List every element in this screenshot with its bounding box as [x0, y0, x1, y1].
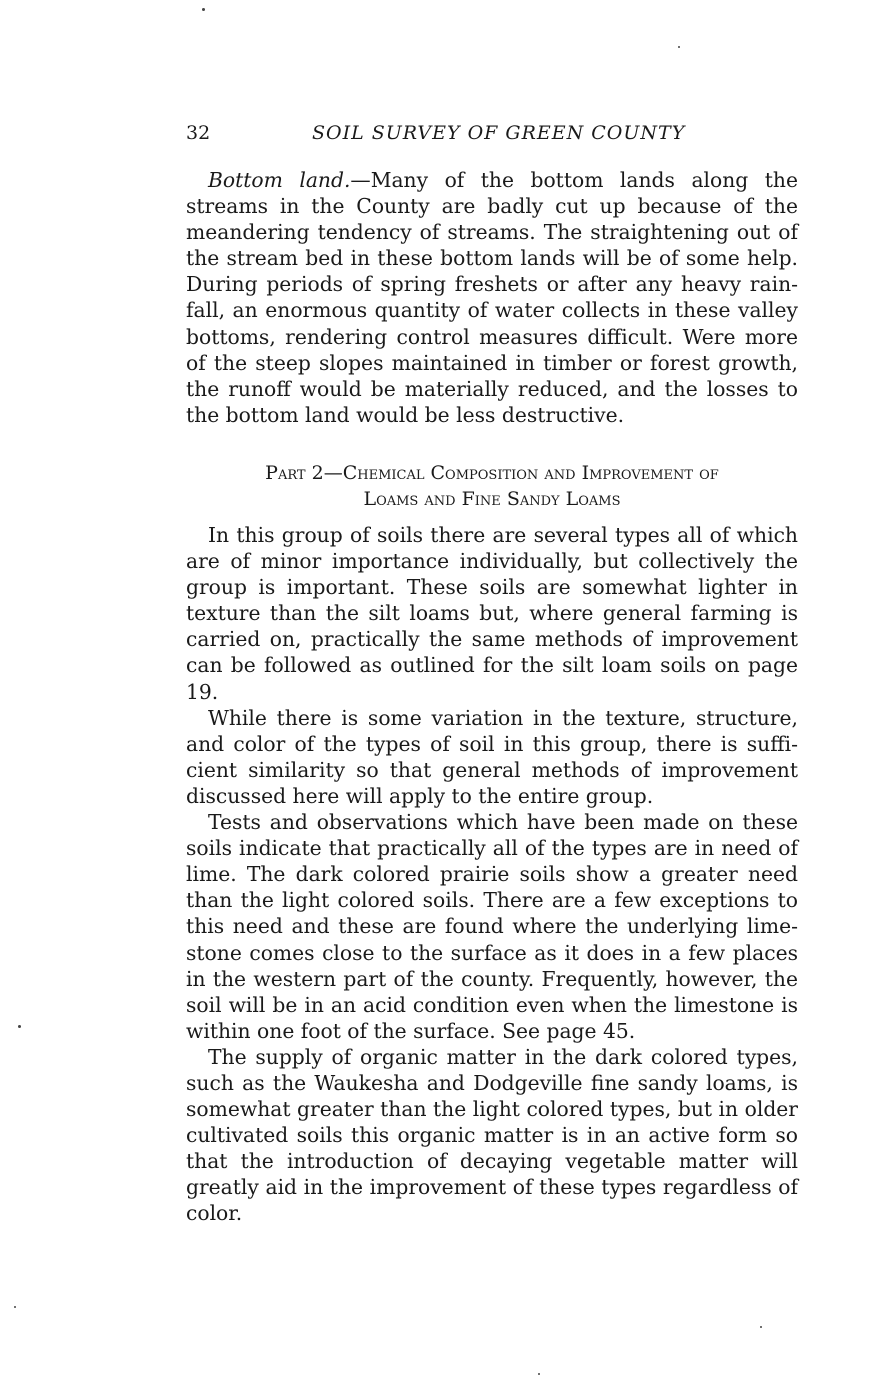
bottom-land-text: —Many of the bottom lands along the streams in the County are badly cut up because of the meandering tendency of streams. The straightening out of the stream bed in these bottom lands will be of some help. During periods of spring freshets or after any heavy rainfall, an enormous quantity of water collects in these valley bottoms, rendering control measures difficult. Were more of the steep slopes maintained in timber or forest growth, the runoff would be materially reduced, and the losses to the bottom land would be less destructive.: [186, 168, 798, 427]
paragraph-organic-matter: The supply of organic matter in the dark colored types, such as the Waukesha and Dodgeville fine sandy loams, is somewhat greater than the light colored types, but in older cultivated soils this organic matter is in an active form so that the introduction of decaying vegetable matter will greatly aid in the improvement of these types regardless of color.: [186, 1044, 798, 1226]
bottom-land-section: [186, 167, 798, 428]
scan-speck: [678, 46, 680, 48]
scan-speck: [538, 1373, 540, 1375]
paragraph-lime-need: Tests and observations which have been made on these soils indicate that practically all of the types are in need of lime. The dark colored prairie soils show a greater need than the light colored soils. There are a few exceptions to this need and these are found where the underlying limestone comes close to the surface as it does in a few places in the western part of the county. Frequently, however, the soil will be in an acid condition even when the limestone is within one foot of the surface. See page 45.: [186, 810, 798, 1043]
scan-speck: [18, 1025, 21, 1028]
page-header: [186, 121, 798, 145]
scan-speck: [14, 1306, 16, 1308]
paragraph-variation: While there is some variation in the texture, structure, and color of the types of soil in this group, there is sufficient similarity so that general methods of improvement discussed here will apply to the entire group.: [186, 705, 798, 808]
bottom-land-lead: Bottom land.: [208, 168, 351, 192]
scan-speck: [202, 8, 205, 11]
scan-speck: [760, 1326, 762, 1328]
section-heading-line-1: Part 2—Chemical Composition and Improvement of: [265, 462, 719, 484]
bottom-land-paragraph: [186, 167, 798, 428]
running-title: SOIL SURVEY OF GREEN COUNTY: [312, 122, 686, 144]
loams-section-body: [186, 522, 798, 1227]
page-number: 32: [186, 122, 211, 144]
section-heading-line-2: Loams and Fine Sandy Loams: [363, 488, 621, 510]
paragraph-minor-types: In this group of soils there are several types all of which are of minor importance individually, but collectively the group is important. These soils are somewhat lighter in texture than the silt loams but, where general farming is carried on, practically the same methods of improvement can be followed as outlined for the silt loam soils on page 19.: [186, 523, 798, 704]
section-heading: [186, 460, 798, 512]
